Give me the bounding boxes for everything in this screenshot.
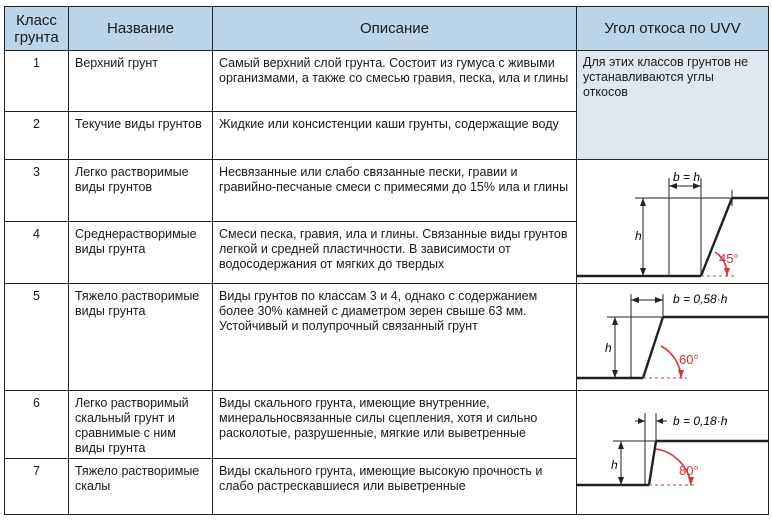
description-cell: Смеси песка, гравия, ила и глины. Связанные виды грунтов легкой и средней пластичности. В зависимости от водосодержания от мягких до твердых: [213, 222, 577, 284]
slope-diagram-45: [577, 160, 769, 286]
formula-label: b = 0,18·h: [673, 414, 728, 428]
height-label: h: [635, 229, 642, 243]
angle-label: 45°: [719, 251, 739, 266]
angle-diagram-cell-60: [577, 284, 769, 391]
name-cell: Верхний грунт: [69, 51, 213, 112]
name-cell: Текучие виды грунтов: [69, 112, 213, 160]
angle-label: 60°: [679, 352, 699, 367]
angle-diagram-cell-80: [577, 391, 769, 515]
name-cell: Тяжело растворимые виды грунта: [69, 284, 213, 391]
height-label: h: [605, 341, 612, 355]
name-cell: Легко растворимые виды грунтов: [69, 160, 213, 222]
height-label: h: [611, 458, 618, 472]
name-cell: Среднерастворимые виды грунта: [69, 222, 213, 284]
header-row: [5, 7, 769, 51]
name-cell: Тяжело растворимые скалы: [69, 459, 213, 515]
description-cell: Жидкие или консистенции каши грунты, содержащие воду: [213, 112, 577, 160]
class-cell: 6: [5, 391, 69, 459]
formula-label: b = h: [673, 170, 701, 184]
formula-label: b = 0,58·h: [673, 292, 728, 306]
class-cell: 1: [5, 51, 69, 112]
slope-diagram-80: [577, 391, 769, 515]
class-cell: 4: [5, 222, 69, 284]
description-cell: Несвязанные или слабо связанные пески, гравии и гравийно-песчаные смеси с примесями до 15% ила и глины: [213, 160, 577, 222]
class-cell: 7: [5, 459, 69, 515]
description-cell: Самый верхний слой грунта. Состоит из гумуса с живыми организмами, а также со смесью гравия, песка, ила и глины: [213, 51, 577, 112]
class-cell: 3: [5, 160, 69, 222]
header-class: Класс грунта: [5, 7, 69, 51]
angle-note-cell: [577, 51, 769, 160]
table-row: [5, 391, 769, 459]
slope-diagram-60: [577, 284, 769, 390]
table-row: [5, 284, 769, 391]
angle-label: 80°: [679, 463, 699, 478]
description-cell: Виды грунтов по классам 3 и 4, однако с содержанием более 30% камней с диаметром зерен свыше 63 мм. Устойчивый и полупрочный связанный грунт: [213, 284, 577, 391]
angle-note: Для этих классов грунтов не устанавливаются углы откосов: [583, 55, 749, 99]
description-cell: Виды скального грунта, имеющие внутренние, минеральносвязанные силы сцепления, хотя и сильно расколотые, разрушенные, мягкие или выветренные: [213, 391, 577, 459]
description-cell: Виды скального грунта, имеющие высокую прочность и слабо растрескавшиеся или выветренные: [213, 459, 577, 515]
class-cell: 2: [5, 112, 69, 160]
header-description: Описание: [213, 7, 577, 51]
header-angle: Угол откоса по UVV: [577, 7, 769, 51]
header-name: Название: [69, 7, 213, 51]
table-row: [5, 160, 769, 222]
angle-diagram-cell-45: [577, 160, 769, 284]
class-cell: 5: [5, 284, 69, 391]
table-row: [5, 51, 769, 112]
name-cell: Легко растворимый скальный грунт и сравнимые с ним виды грунта: [69, 391, 213, 459]
soil-table-container: [4, 6, 768, 514]
soil-classification-table: [4, 6, 769, 515]
